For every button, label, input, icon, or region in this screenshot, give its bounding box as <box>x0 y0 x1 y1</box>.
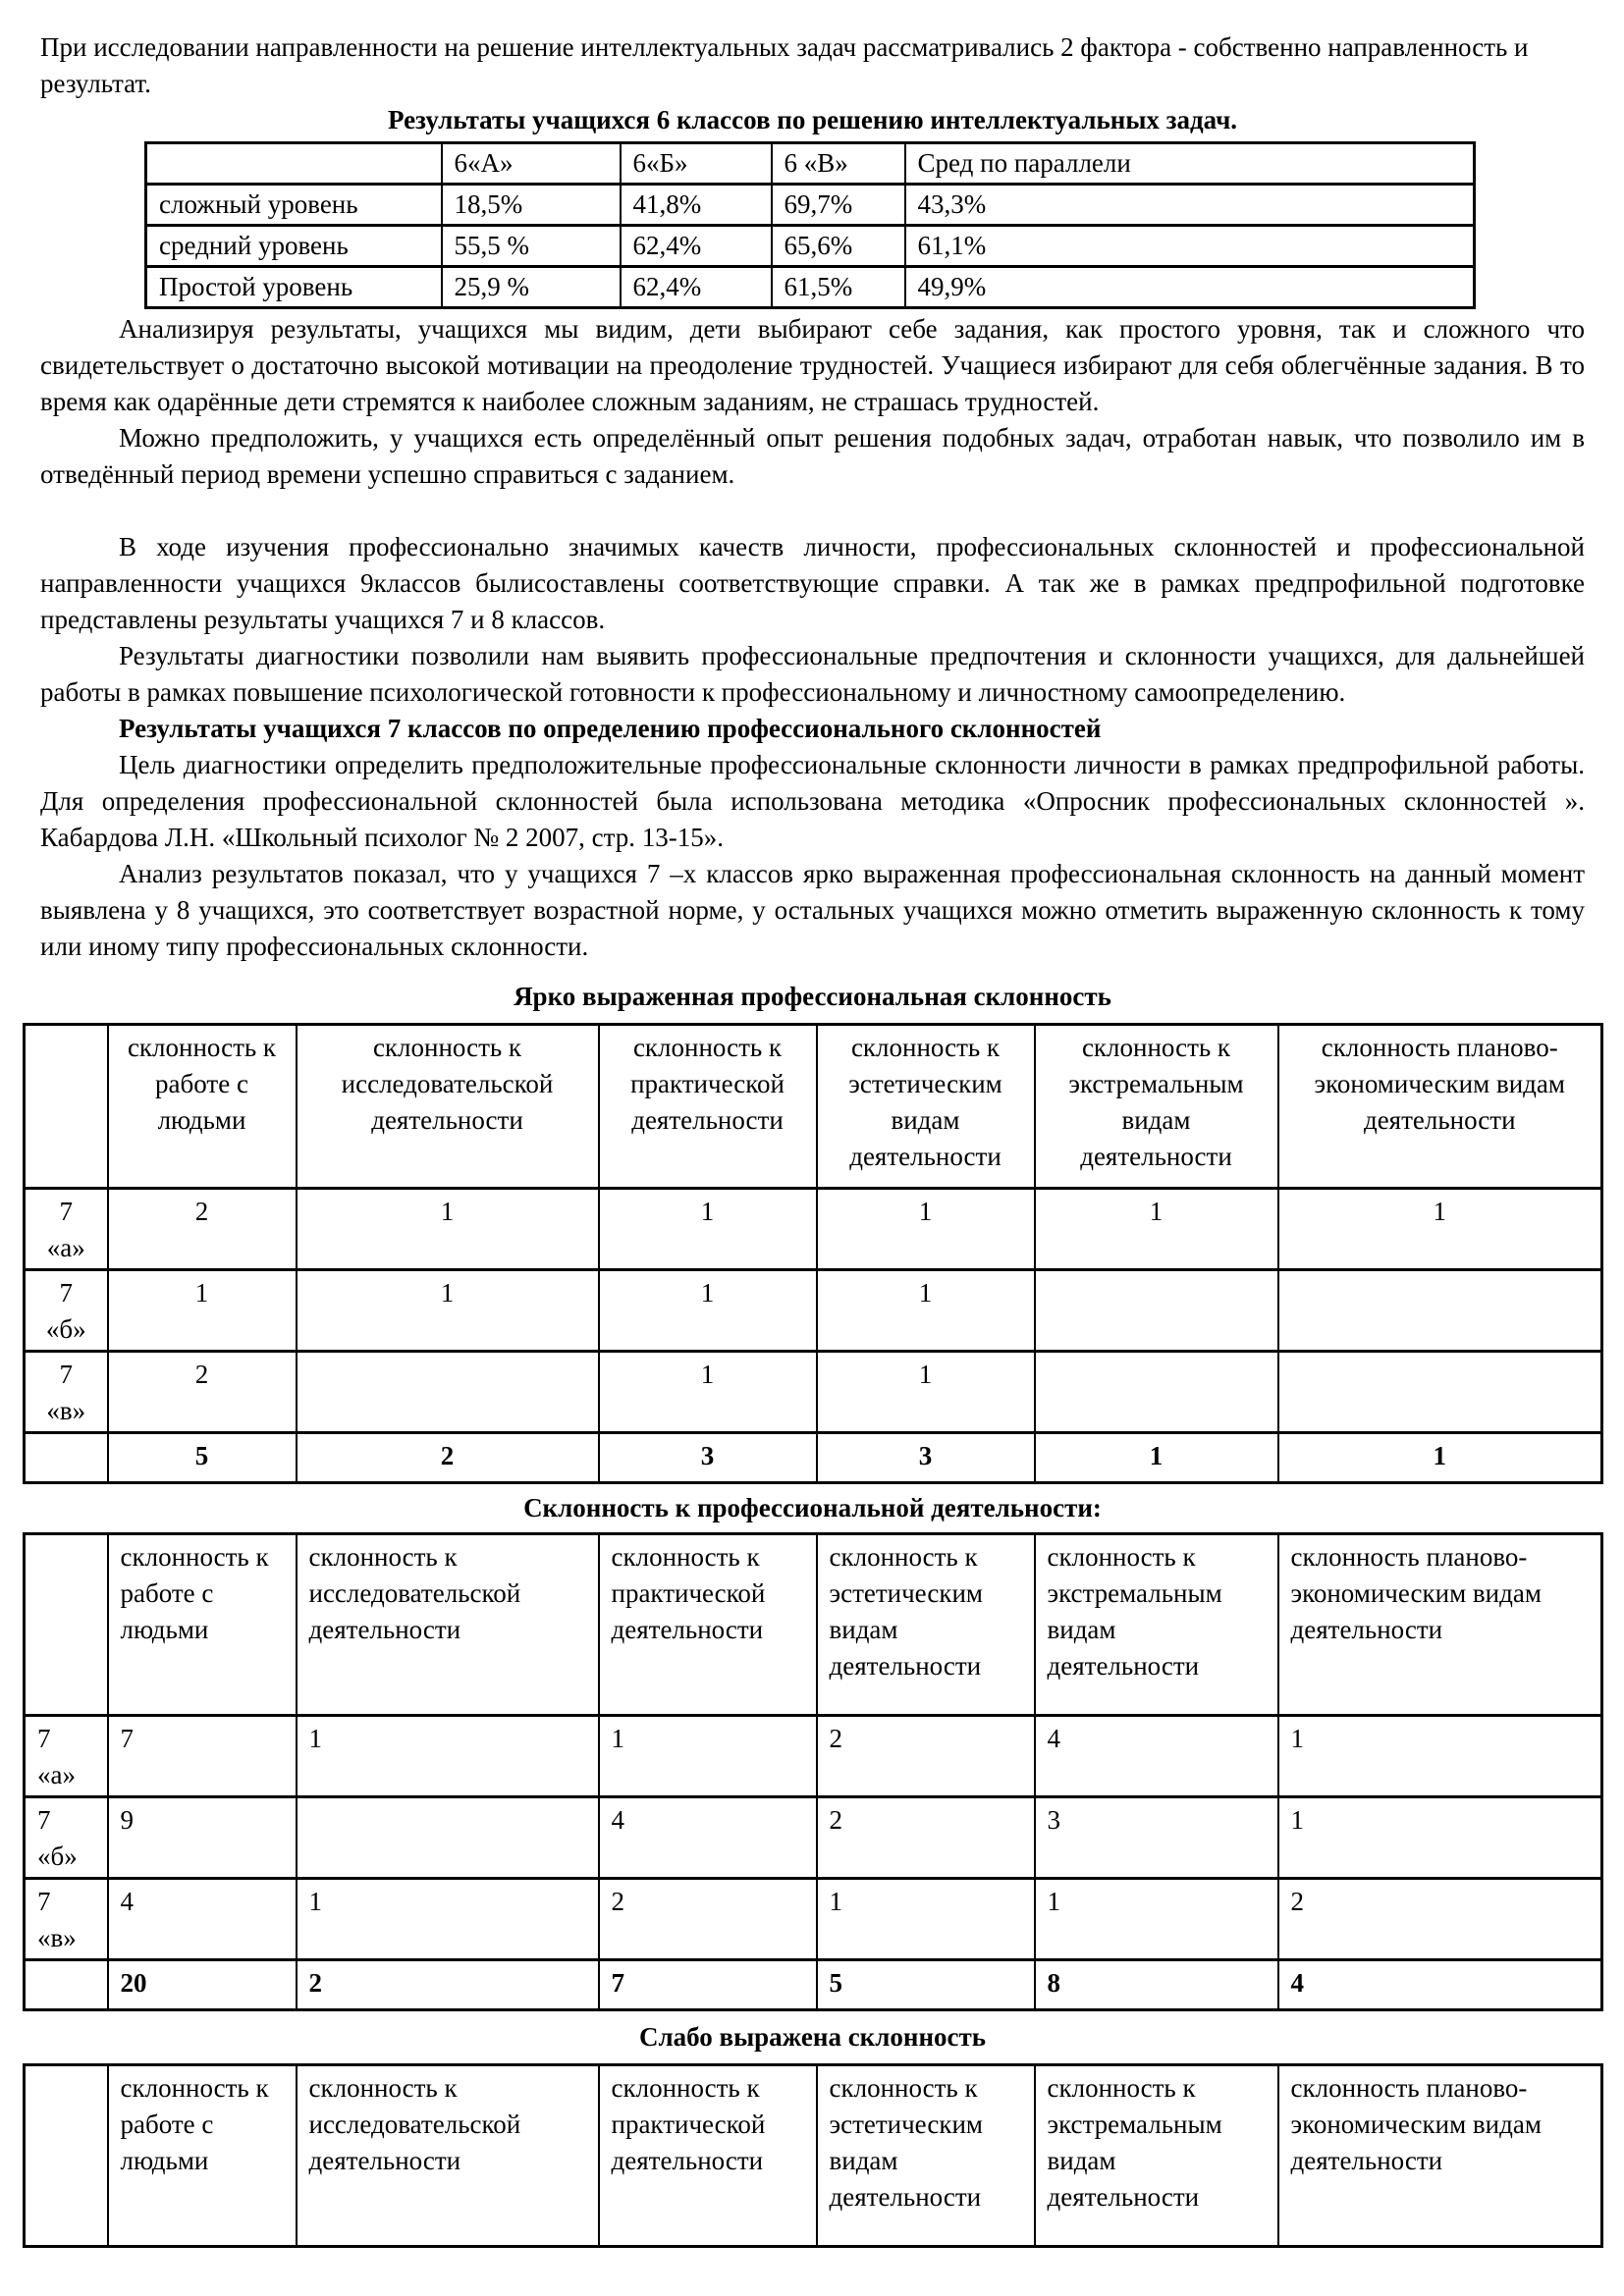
tableA-title: Ярко выраженная профессиональная склонность <box>514 982 1111 1011</box>
cell: 2 <box>817 1716 1035 1797</box>
class-number: 7 <box>37 1724 51 1753</box>
column-header-practical: склонность к практической деятельности <box>599 1534 817 1716</box>
column-header-extreme: склонность к экстремальным видам деятельности <box>1035 1025 1278 1189</box>
cell: 25,9 % <box>442 267 621 308</box>
cell: 1 <box>297 1189 599 1270</box>
column-header-people: склонность к работе с людьми <box>108 2065 297 2247</box>
column-header-extreme: склонность к экстремальным видам деятельности <box>1035 2065 1278 2247</box>
table-row-7a <box>25 1716 1602 1797</box>
cell: 1 <box>297 1270 599 1352</box>
cell <box>297 1352 599 1433</box>
table-bright-inclination <box>23 1023 1603 1484</box>
table-header-row <box>25 2065 1602 2247</box>
paragraph-analysis: Анализируя результаты, учащихся мы видим, дети выбирают себе задания, как простого уровня, так и сложного что свидетельствует о достаточно высокой мотивации на преодоление трудностей. Учащиеся избирают для себя облегчённые задания. В то время как одарённые дети стремятся к наиболее сложным заданиям, не страшась трудностей. <box>40 314 1585 416</box>
cell: 2 <box>108 1352 297 1433</box>
cell: 4 <box>599 1797 817 1879</box>
row-label <box>25 1352 108 1433</box>
cell: 9 <box>108 1797 297 1879</box>
class-number: 7 <box>59 1360 73 1389</box>
class-number: 7 <box>37 1887 51 1916</box>
column-header-aesthetic: склонность к эстетическим видам деятельности <box>817 1534 1035 1716</box>
total-cell: 1 <box>1035 1433 1278 1483</box>
class-letter: «в» <box>37 1923 77 1952</box>
column-header-extreme: склонность к экстремальным видам деятельности <box>1035 1534 1278 1716</box>
row-label: средний уровень <box>146 226 442 267</box>
class-letter: «в» <box>46 1396 86 1425</box>
row-label <box>25 1189 108 1270</box>
column-header-6a: 6«А» <box>442 143 621 185</box>
column-header-people: склонность к работе с людьми <box>108 1025 297 1189</box>
tableC-title: Слабо выражена склонность <box>638 2022 987 2052</box>
paragraph-intro: При исследовании направленности на решение интеллектуальных задач рассматривались 2 фактора - собственно направленность и результат. <box>40 32 1529 98</box>
cell: 2 <box>599 1879 817 1960</box>
cell: 49,9% <box>905 267 1475 308</box>
total-cell: 4 <box>1278 1960 1602 2010</box>
table-row-complex-level <box>146 185 1475 226</box>
column-header-practical: склонность к практической деятельности <box>599 2065 817 2247</box>
cell: 61,5% <box>772 267 905 308</box>
total-cell: 2 <box>297 1960 599 2010</box>
paragraph-result-analysis: Анализ результатов показал, что у учащихся 7 –х классов ярко выраженная профессиональная склонность на данный момент выявлена у 8 учащихся, это соответствует возрастной норме, у остальных учащихся можно отметить выраженную склонность к тому или иному типу профессиональных склонности. <box>40 859 1585 961</box>
table-header-row <box>146 143 1475 185</box>
table-row-totals <box>25 1433 1602 1483</box>
cell <box>297 1797 599 1879</box>
total-cell: 7 <box>599 1960 817 2010</box>
row-label-empty <box>25 1433 108 1483</box>
total-cell: 3 <box>817 1433 1035 1483</box>
column-header-empty <box>25 2065 108 2247</box>
table-weak-inclination <box>23 2063 1603 2248</box>
column-header-empty <box>25 1534 108 1716</box>
table-row-7v <box>25 1352 1602 1433</box>
total-cell: 5 <box>817 1960 1035 2010</box>
column-header-empty <box>146 143 442 185</box>
cell: 1 <box>817 1270 1035 1352</box>
paragraph-diagnostics: Результаты диагностики позволили нам выявить профессиональные предпочтения и склонности учащихся, для дальнейшей работы в рамках повышение психологической готовности к профессиональному и личностному самоопределению. <box>40 641 1585 707</box>
paragraph-study: В ходе изучения профессионально значимых качеств личности, профессиональных склонностей и профессиональной направленности учащихся 9классов былисоставлены соответствующие справки. А так же в рамках предпрофильной подготовке представлены результаты учащихся 7 и 8 классов. <box>40 532 1585 634</box>
class-number: 7 <box>59 1278 73 1308</box>
total-cell: 2 <box>297 1433 599 1483</box>
table-header-row <box>25 1534 1602 1716</box>
cell: 7 <box>108 1716 297 1797</box>
paragraph-assumption: Можно предположить, у учащихся есть определённый опыт решения подобных задач, отработан навык, что позволило им в отведённый период времени успешно справиться с заданием. <box>40 423 1585 489</box>
cell: 69,7% <box>772 185 905 226</box>
total-cell: 20 <box>108 1960 297 2010</box>
cell: 1 <box>599 1352 817 1433</box>
heading-7-classes: Результаты учащихся 7 классов по определению профессионального склонностей <box>119 714 1102 743</box>
total-cell: 1 <box>1278 1433 1602 1483</box>
row-label: Простой уровень <box>146 267 442 308</box>
cell: 2 <box>817 1797 1035 1879</box>
total-cell: 8 <box>1035 1960 1278 2010</box>
cell: 2 <box>1278 1879 1602 1960</box>
row-label-empty <box>25 1960 108 2010</box>
cell: 1 <box>1278 1716 1602 1797</box>
column-header-research: склонность к исследовательской деятельности <box>297 2065 599 2247</box>
column-header-economic: склонность планово-экономическим видам деятельности <box>1278 1025 1602 1189</box>
cell: 1 <box>1035 1879 1278 1960</box>
column-header-aesthetic: склонность к эстетическим видам деятельности <box>817 1025 1035 1189</box>
row-label <box>25 1716 108 1797</box>
cell <box>1278 1270 1602 1352</box>
cell: 1 <box>817 1879 1035 1960</box>
cell: 65,6% <box>772 226 905 267</box>
table-row-7a <box>25 1189 1602 1270</box>
cell: 55,5 % <box>442 226 621 267</box>
column-header-average: Сред по параллели <box>905 143 1475 185</box>
table-6-classes-results <box>144 141 1476 309</box>
cell <box>1035 1270 1278 1352</box>
class-number: 7 <box>37 1805 51 1835</box>
cell: 4 <box>108 1879 297 1960</box>
table6-title: Результаты учащихся 6 классов по решению интеллектуальных задач. <box>387 105 1238 134</box>
column-header-practical: склонность к практической деятельности <box>599 1025 817 1189</box>
class-number: 7 <box>59 1197 73 1226</box>
cell: 4 <box>1035 1716 1278 1797</box>
cell: 1 <box>1278 1797 1602 1879</box>
row-label <box>25 1879 108 1960</box>
table-row-7b <box>25 1797 1602 1879</box>
cell: 18,5% <box>442 185 621 226</box>
cell <box>1278 1352 1602 1433</box>
class-letter: «б» <box>37 1842 78 1871</box>
cell: 62,4% <box>621 226 772 267</box>
row-label <box>25 1270 108 1352</box>
row-label: сложный уровень <box>146 185 442 226</box>
paragraph-goal: Цель диагностики определить предположительные профессиональные склонности личности в рамках предпрофильной работы. Для определения профессиональной склонностей была использована методика «Опросник профессиональных склонностей ». Кабардова Л.Н. «Школьный психолог № 2 2007, стр. 13-15». <box>40 750 1585 852</box>
table-row-totals <box>25 1960 1602 2010</box>
column-header-economic: склонность планово-экономическим видам деятельности <box>1278 1534 1602 1716</box>
column-header-empty <box>25 1025 108 1189</box>
cell: 41,8% <box>621 185 772 226</box>
cell: 2 <box>108 1189 297 1270</box>
cell: 1 <box>1278 1189 1602 1270</box>
row-label <box>25 1797 108 1879</box>
class-letter: «б» <box>45 1314 86 1344</box>
column-header-economic: склонность планово-экономическим видам деятельности <box>1278 2065 1602 2247</box>
column-header-people: склонность к работе с людьми <box>108 1534 297 1716</box>
column-header-research: склонность к исследовательской деятельности <box>297 1534 599 1716</box>
cell: 61,1% <box>905 226 1475 267</box>
table-professional-inclination <box>23 1532 1603 2011</box>
cell: 1 <box>817 1352 1035 1433</box>
cell <box>1035 1352 1278 1433</box>
cell: 1 <box>599 1270 817 1352</box>
class-letter: «а» <box>37 1760 76 1789</box>
table-header-row <box>25 1025 1602 1189</box>
cell: 3 <box>1035 1797 1278 1879</box>
total-cell: 5 <box>108 1433 297 1483</box>
cell: 1 <box>297 1879 599 1960</box>
column-header-aesthetic: склонность к эстетическим видам деятельности <box>817 2065 1035 2247</box>
table-row-medium-level <box>146 226 1475 267</box>
cell: 43,3% <box>905 185 1475 226</box>
class-letter: «а» <box>46 1233 85 1262</box>
cell: 1 <box>108 1270 297 1352</box>
cell: 1 <box>817 1189 1035 1270</box>
column-header-6b: 6«Б» <box>621 143 772 185</box>
column-header-6v: 6 «В» <box>772 143 905 185</box>
tableB-title: Склонность к профессиональной деятельности: <box>523 1493 1102 1522</box>
table-row-7b <box>25 1270 1602 1352</box>
cell: 1 <box>599 1716 817 1797</box>
column-header-research: склонность к исследовательской деятельности <box>297 1025 599 1189</box>
total-cell: 3 <box>599 1433 817 1483</box>
cell: 1 <box>1035 1189 1278 1270</box>
table-row-7v <box>25 1879 1602 1960</box>
cell: 1 <box>297 1716 599 1797</box>
cell: 62,4% <box>621 267 772 308</box>
table-row-simple-level <box>146 267 1475 308</box>
cell: 1 <box>599 1189 817 1270</box>
